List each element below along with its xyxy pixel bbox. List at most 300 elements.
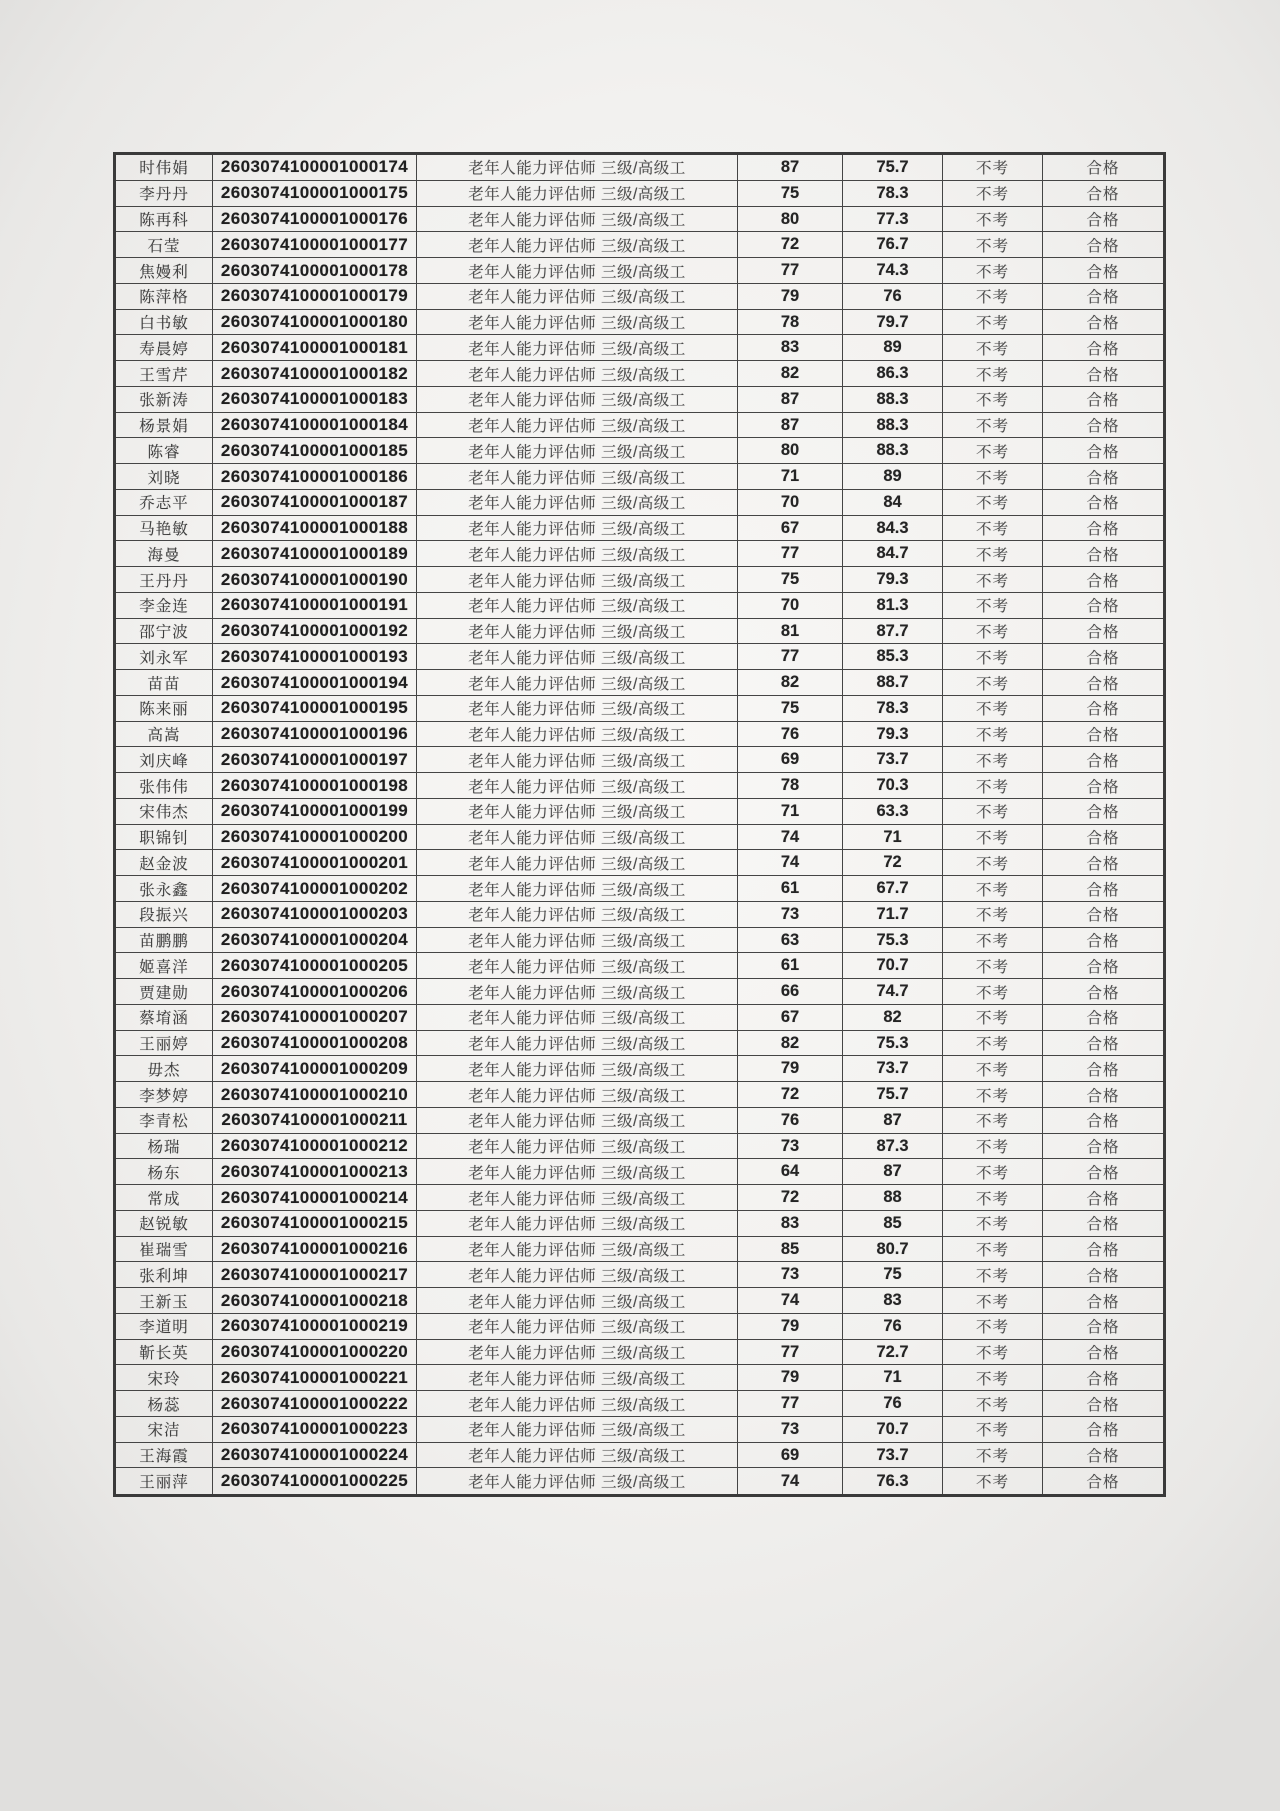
cell-name: 杨蕊: [115, 1391, 213, 1417]
cell-theory-score: 81: [738, 618, 843, 644]
table-row: [115, 515, 1165, 541]
cell-practical-score: 73.7: [843, 747, 943, 773]
cell-result: 合格: [1043, 695, 1165, 721]
cell-result: 合格: [1043, 386, 1165, 412]
cell-name: 王新玉: [115, 1288, 213, 1314]
table-row: [115, 1185, 1165, 1211]
cell-result: 合格: [1043, 901, 1165, 927]
cell-practical-score: 75.3: [843, 1030, 943, 1056]
cell-theory-score: 77: [738, 644, 843, 670]
cell-exempt: 不考: [943, 1391, 1043, 1417]
cell-name: 王丽婷: [115, 1030, 213, 1056]
cell-theory-score: 87: [738, 386, 843, 412]
cell-result: 合格: [1043, 1056, 1165, 1082]
cell-theory-score: 71: [738, 464, 843, 490]
cell-occupation: 老年人能力评估师 三级/高级工: [417, 1236, 738, 1262]
cell-theory-score: 77: [738, 1391, 843, 1417]
cell-result: 合格: [1043, 1210, 1165, 1236]
cell-result: 合格: [1043, 232, 1165, 258]
cell-result: 合格: [1043, 1107, 1165, 1133]
cell-exempt: 不考: [943, 1185, 1043, 1211]
cell-occupation: 老年人能力评估师 三级/高级工: [417, 953, 738, 979]
cell-result: 合格: [1043, 798, 1165, 824]
results-table: [113, 152, 1166, 1497]
cell-theory-score: 82: [738, 670, 843, 696]
cell-result: 合格: [1043, 773, 1165, 799]
cell-occupation: 老年人能力评估师 三级/高级工: [417, 798, 738, 824]
cell-theory-score: 61: [738, 876, 843, 902]
cell-practical-score: 88.3: [843, 438, 943, 464]
cell-name: 苗鹏鹏: [115, 927, 213, 953]
cell-occupation: 老年人能力评估师 三级/高级工: [417, 876, 738, 902]
cell-theory-score: 82: [738, 1030, 843, 1056]
cell-occupation: 老年人能力评估师 三级/高级工: [417, 1313, 738, 1339]
table-row: [115, 206, 1165, 232]
cell-result: 合格: [1043, 412, 1165, 438]
cell-exam-id: 2603074100001000177: [213, 232, 417, 258]
cell-occupation: 老年人能力评估师 三级/高级工: [417, 232, 738, 258]
cell-exam-id: 2603074100001000198: [213, 773, 417, 799]
cell-exempt: 不考: [943, 721, 1043, 747]
cell-practical-score: 70.7: [843, 1416, 943, 1442]
table-row: [115, 412, 1165, 438]
cell-result: 合格: [1043, 180, 1165, 206]
cell-practical-score: 72.7: [843, 1339, 943, 1365]
cell-theory-score: 75: [738, 567, 843, 593]
cell-exempt: 不考: [943, 567, 1043, 593]
cell-exam-id: 2603074100001000212: [213, 1133, 417, 1159]
cell-name: 刘晓: [115, 464, 213, 490]
cell-exam-id: 2603074100001000223: [213, 1416, 417, 1442]
cell-result: 合格: [1043, 464, 1165, 490]
cell-result: 合格: [1043, 824, 1165, 850]
cell-name: 张新涛: [115, 386, 213, 412]
cell-result: 合格: [1043, 592, 1165, 618]
cell-practical-score: 85.3: [843, 644, 943, 670]
cell-name: 乔志平: [115, 489, 213, 515]
table-row: [115, 1416, 1165, 1442]
cell-exempt: 不考: [943, 1416, 1043, 1442]
cell-result: 合格: [1043, 927, 1165, 953]
cell-occupation: 老年人能力评估师 三级/高级工: [417, 747, 738, 773]
cell-practical-score: 73.7: [843, 1056, 943, 1082]
cell-practical-score: 79.3: [843, 721, 943, 747]
table-row: [115, 927, 1165, 953]
cell-name: 邵宁波: [115, 618, 213, 644]
cell-name: 时伟娟: [115, 154, 213, 181]
cell-practical-score: 88.3: [843, 386, 943, 412]
cell-result: 合格: [1043, 1030, 1165, 1056]
cell-exam-id: 2603074100001000176: [213, 206, 417, 232]
cell-result: 合格: [1043, 644, 1165, 670]
table-row: [115, 592, 1165, 618]
table-row: [115, 644, 1165, 670]
table-row: [115, 824, 1165, 850]
table-row: [115, 232, 1165, 258]
cell-exempt: 不考: [943, 1107, 1043, 1133]
cell-practical-score: 75.7: [843, 1082, 943, 1108]
cell-theory-score: 64: [738, 1159, 843, 1185]
cell-exempt: 不考: [943, 1133, 1043, 1159]
cell-exempt: 不考: [943, 180, 1043, 206]
cell-practical-score: 63.3: [843, 798, 943, 824]
table-row: [115, 1313, 1165, 1339]
cell-exam-id: 2603074100001000219: [213, 1313, 417, 1339]
table-row: [115, 901, 1165, 927]
cell-result: 合格: [1043, 670, 1165, 696]
cell-theory-score: 67: [738, 515, 843, 541]
table-row: [115, 1442, 1165, 1468]
cell-practical-score: 71.7: [843, 901, 943, 927]
cell-theory-score: 73: [738, 1262, 843, 1288]
cell-exempt: 不考: [943, 1236, 1043, 1262]
cell-name: 蔡堉涵: [115, 1004, 213, 1030]
cell-occupation: 老年人能力评估师 三级/高级工: [417, 1339, 738, 1365]
cell-exam-id: 2603074100001000184: [213, 412, 417, 438]
table-row: [115, 1339, 1165, 1365]
cell-occupation: 老年人能力评估师 三级/高级工: [417, 824, 738, 850]
cell-exempt: 不考: [943, 386, 1043, 412]
cell-name: 姬喜洋: [115, 953, 213, 979]
cell-occupation: 老年人能力评估师 三级/高级工: [417, 335, 738, 361]
cell-exempt: 不考: [943, 876, 1043, 902]
cell-theory-score: 61: [738, 953, 843, 979]
cell-exempt: 不考: [943, 1056, 1043, 1082]
cell-occupation: 老年人能力评估师 三级/高级工: [417, 1082, 738, 1108]
table-row: [115, 1082, 1165, 1108]
cell-exam-id: 2603074100001000204: [213, 927, 417, 953]
cell-name: 杨景娟: [115, 412, 213, 438]
cell-exempt: 不考: [943, 154, 1043, 181]
cell-theory-score: 75: [738, 695, 843, 721]
cell-occupation: 老年人能力评估师 三级/高级工: [417, 1468, 738, 1496]
cell-result: 合格: [1043, 1442, 1165, 1468]
cell-name: 毋杰: [115, 1056, 213, 1082]
cell-exempt: 不考: [943, 464, 1043, 490]
cell-exam-id: 2603074100001000210: [213, 1082, 417, 1108]
cell-exam-id: 2603074100001000189: [213, 541, 417, 567]
cell-theory-score: 76: [738, 1107, 843, 1133]
cell-name: 高嵩: [115, 721, 213, 747]
cell-exam-id: 2603074100001000211: [213, 1107, 417, 1133]
cell-name: 杨东: [115, 1159, 213, 1185]
cell-theory-score: 70: [738, 592, 843, 618]
cell-exempt: 不考: [943, 515, 1043, 541]
cell-name: 李梦婷: [115, 1082, 213, 1108]
cell-practical-score: 84.3: [843, 515, 943, 541]
cell-occupation: 老年人能力评估师 三级/高级工: [417, 670, 738, 696]
cell-result: 合格: [1043, 283, 1165, 309]
table-row: [115, 1056, 1165, 1082]
cell-exempt: 不考: [943, 1339, 1043, 1365]
cell-practical-score: 89: [843, 335, 943, 361]
table-row: [115, 154, 1165, 181]
cell-exempt: 不考: [943, 309, 1043, 335]
table-row: [115, 1030, 1165, 1056]
cell-exempt: 不考: [943, 850, 1043, 876]
cell-exempt: 不考: [943, 798, 1043, 824]
cell-result: 合格: [1043, 361, 1165, 387]
cell-occupation: 老年人能力评估师 三级/高级工: [417, 592, 738, 618]
cell-occupation: 老年人能力评估师 三级/高级工: [417, 1030, 738, 1056]
cell-practical-score: 86.3: [843, 361, 943, 387]
table-row: [115, 876, 1165, 902]
cell-theory-score: 75: [738, 180, 843, 206]
cell-name: 王丽萍: [115, 1468, 213, 1496]
cell-occupation: 老年人能力评估师 三级/高级工: [417, 386, 738, 412]
cell-name: 陈再科: [115, 206, 213, 232]
cell-practical-score: 88: [843, 1185, 943, 1211]
cell-exempt: 不考: [943, 1082, 1043, 1108]
cell-occupation: 老年人能力评估师 三级/高级工: [417, 1442, 738, 1468]
cell-name: 刘永军: [115, 644, 213, 670]
cell-exempt: 不考: [943, 824, 1043, 850]
cell-result: 合格: [1043, 258, 1165, 284]
cell-theory-score: 66: [738, 979, 843, 1005]
cell-theory-score: 83: [738, 1210, 843, 1236]
cell-theory-score: 74: [738, 1288, 843, 1314]
cell-occupation: 老年人能力评估师 三级/高级工: [417, 361, 738, 387]
cell-exempt: 不考: [943, 1442, 1043, 1468]
cell-exempt: 不考: [943, 695, 1043, 721]
table-row: [115, 1391, 1165, 1417]
cell-occupation: 老年人能力评估师 三级/高级工: [417, 1185, 738, 1211]
cell-practical-score: 80.7: [843, 1236, 943, 1262]
table-row: [115, 747, 1165, 773]
cell-theory-score: 67: [738, 1004, 843, 1030]
table-row: [115, 180, 1165, 206]
cell-occupation: 老年人能力评估师 三级/高级工: [417, 515, 738, 541]
cell-theory-score: 87: [738, 154, 843, 181]
cell-result: 合格: [1043, 1236, 1165, 1262]
cell-occupation: 老年人能力评估师 三级/高级工: [417, 1210, 738, 1236]
cell-exam-id: 2603074100001000183: [213, 386, 417, 412]
cell-exempt: 不考: [943, 438, 1043, 464]
cell-name: 寿晨婷: [115, 335, 213, 361]
cell-name: 宋洁: [115, 1416, 213, 1442]
cell-name: 海曼: [115, 541, 213, 567]
table-row: [115, 979, 1165, 1005]
cell-exam-id: 2603074100001000206: [213, 979, 417, 1005]
cell-result: 合格: [1043, 1365, 1165, 1391]
cell-exam-id: 2603074100001000178: [213, 258, 417, 284]
cell-result: 合格: [1043, 1288, 1165, 1314]
cell-name: 陈睿: [115, 438, 213, 464]
cell-exempt: 不考: [943, 335, 1043, 361]
cell-occupation: 老年人能力评估师 三级/高级工: [417, 1365, 738, 1391]
cell-practical-score: 71: [843, 1365, 943, 1391]
cell-practical-score: 87: [843, 1159, 943, 1185]
cell-theory-score: 72: [738, 232, 843, 258]
cell-name: 李丹丹: [115, 180, 213, 206]
cell-result: 合格: [1043, 1262, 1165, 1288]
cell-name: 石莹: [115, 232, 213, 258]
cell-exam-id: 2603074100001000207: [213, 1004, 417, 1030]
cell-name: 白书敏: [115, 309, 213, 335]
cell-occupation: 老年人能力评估师 三级/高级工: [417, 1004, 738, 1030]
cell-exempt: 不考: [943, 592, 1043, 618]
cell-theory-score: 85: [738, 1236, 843, 1262]
cell-practical-score: 76.7: [843, 232, 943, 258]
cell-exempt: 不考: [943, 618, 1043, 644]
cell-theory-score: 79: [738, 1313, 843, 1339]
cell-name: 张永鑫: [115, 876, 213, 902]
cell-theory-score: 77: [738, 258, 843, 284]
cell-exam-id: 2603074100001000213: [213, 1159, 417, 1185]
cell-practical-score: 76: [843, 283, 943, 309]
cell-exam-id: 2603074100001000175: [213, 180, 417, 206]
table-row: [115, 1288, 1165, 1314]
cell-result: 合格: [1043, 876, 1165, 902]
table-row: [115, 721, 1165, 747]
cell-name: 李道明: [115, 1313, 213, 1339]
cell-practical-score: 87.3: [843, 1133, 943, 1159]
cell-result: 合格: [1043, 567, 1165, 593]
cell-practical-score: 81.3: [843, 592, 943, 618]
cell-practical-score: 76: [843, 1391, 943, 1417]
cell-occupation: 老年人能力评估师 三级/高级工: [417, 1056, 738, 1082]
table-row: [115, 335, 1165, 361]
cell-exam-id: 2603074100001000186: [213, 464, 417, 490]
cell-result: 合格: [1043, 1313, 1165, 1339]
cell-name: 职锦钊: [115, 824, 213, 850]
cell-practical-score: 77.3: [843, 206, 943, 232]
cell-occupation: 老年人能力评估师 三级/高级工: [417, 438, 738, 464]
cell-exam-id: 2603074100001000205: [213, 953, 417, 979]
cell-occupation: 老年人能力评估师 三级/高级工: [417, 412, 738, 438]
cell-exempt: 不考: [943, 1365, 1043, 1391]
cell-practical-score: 84: [843, 489, 943, 515]
cell-theory-score: 87: [738, 412, 843, 438]
cell-result: 合格: [1043, 1391, 1165, 1417]
cell-result: 合格: [1043, 979, 1165, 1005]
cell-occupation: 老年人能力评估师 三级/高级工: [417, 1133, 738, 1159]
cell-exam-id: 2603074100001000216: [213, 1236, 417, 1262]
cell-practical-score: 79.3: [843, 567, 943, 593]
cell-exempt: 不考: [943, 1004, 1043, 1030]
cell-exam-id: 2603074100001000199: [213, 798, 417, 824]
cell-exempt: 不考: [943, 747, 1043, 773]
cell-result: 合格: [1043, 1159, 1165, 1185]
cell-result: 合格: [1043, 850, 1165, 876]
cell-occupation: 老年人能力评估师 三级/高级工: [417, 283, 738, 309]
cell-result: 合格: [1043, 206, 1165, 232]
cell-exempt: 不考: [943, 927, 1043, 953]
cell-exempt: 不考: [943, 773, 1043, 799]
cell-occupation: 老年人能力评估师 三级/高级工: [417, 850, 738, 876]
cell-result: 合格: [1043, 335, 1165, 361]
cell-name: 张利坤: [115, 1262, 213, 1288]
cell-practical-score: 76.3: [843, 1468, 943, 1496]
cell-practical-score: 74.3: [843, 258, 943, 284]
cell-exempt: 不考: [943, 1313, 1043, 1339]
table-row: [115, 1210, 1165, 1236]
cell-exam-id: 2603074100001000209: [213, 1056, 417, 1082]
cell-exam-id: 2603074100001000191: [213, 592, 417, 618]
cell-result: 合格: [1043, 721, 1165, 747]
cell-name: 李青松: [115, 1107, 213, 1133]
cell-practical-score: 79.7: [843, 309, 943, 335]
cell-name: 苗苗: [115, 670, 213, 696]
cell-occupation: 老年人能力评估师 三级/高级工: [417, 489, 738, 515]
table-row: [115, 850, 1165, 876]
cell-name: 常成: [115, 1185, 213, 1211]
cell-exempt: 不考: [943, 979, 1043, 1005]
cell-practical-score: 83: [843, 1288, 943, 1314]
cell-practical-score: 82: [843, 1004, 943, 1030]
cell-theory-score: 73: [738, 1133, 843, 1159]
cell-theory-score: 69: [738, 1442, 843, 1468]
cell-occupation: 老年人能力评估师 三级/高级工: [417, 464, 738, 490]
cell-practical-score: 85: [843, 1210, 943, 1236]
table-row: [115, 1133, 1165, 1159]
cell-name: 刘庆峰: [115, 747, 213, 773]
table-row: [115, 258, 1165, 284]
cell-exam-id: 2603074100001000197: [213, 747, 417, 773]
cell-practical-score: 78.3: [843, 695, 943, 721]
table-row: [115, 1159, 1165, 1185]
cell-theory-score: 83: [738, 335, 843, 361]
cell-practical-score: 78.3: [843, 180, 943, 206]
cell-theory-score: 73: [738, 1416, 843, 1442]
cell-theory-score: 79: [738, 1365, 843, 1391]
cell-result: 合格: [1043, 541, 1165, 567]
cell-occupation: 老年人能力评估师 三级/高级工: [417, 927, 738, 953]
cell-exam-id: 2603074100001000201: [213, 850, 417, 876]
cell-exam-id: 2603074100001000190: [213, 567, 417, 593]
cell-practical-score: 88.7: [843, 670, 943, 696]
cell-occupation: 老年人能力评估师 三级/高级工: [417, 206, 738, 232]
cell-result: 合格: [1043, 1339, 1165, 1365]
cell-practical-score: 75: [843, 1262, 943, 1288]
cell-theory-score: 63: [738, 927, 843, 953]
cell-name: 赵锐敏: [115, 1210, 213, 1236]
cell-result: 合格: [1043, 438, 1165, 464]
cell-name: 陈来丽: [115, 695, 213, 721]
cell-exam-id: 2603074100001000221: [213, 1365, 417, 1391]
cell-occupation: 老年人能力评估师 三级/高级工: [417, 154, 738, 181]
cell-exam-id: 2603074100001000188: [213, 515, 417, 541]
cell-exempt: 不考: [943, 1288, 1043, 1314]
cell-practical-score: 67.7: [843, 876, 943, 902]
table-row: [115, 618, 1165, 644]
cell-theory-score: 80: [738, 206, 843, 232]
cell-exam-id: 2603074100001000181: [213, 335, 417, 361]
cell-exam-id: 2603074100001000220: [213, 1339, 417, 1365]
cell-theory-score: 79: [738, 283, 843, 309]
cell-theory-score: 69: [738, 747, 843, 773]
cell-practical-score: 75.7: [843, 154, 943, 181]
cell-occupation: 老年人能力评估师 三级/高级工: [417, 695, 738, 721]
cell-name: 崔瑞雪: [115, 1236, 213, 1262]
table-row: [115, 386, 1165, 412]
cell-exempt: 不考: [943, 901, 1043, 927]
cell-exempt: 不考: [943, 1159, 1043, 1185]
cell-occupation: 老年人能力评估师 三级/高级工: [417, 258, 738, 284]
cell-occupation: 老年人能力评估师 三级/高级工: [417, 1159, 738, 1185]
cell-occupation: 老年人能力评估师 三级/高级工: [417, 721, 738, 747]
cell-theory-score: 77: [738, 1339, 843, 1365]
cell-theory-score: 70: [738, 489, 843, 515]
cell-exempt: 不考: [943, 670, 1043, 696]
cell-exempt: 不考: [943, 489, 1043, 515]
cell-exempt: 不考: [943, 1262, 1043, 1288]
cell-practical-score: 88.3: [843, 412, 943, 438]
table-row: [115, 953, 1165, 979]
cell-theory-score: 71: [738, 798, 843, 824]
table-row: [115, 283, 1165, 309]
cell-theory-score: 77: [738, 541, 843, 567]
